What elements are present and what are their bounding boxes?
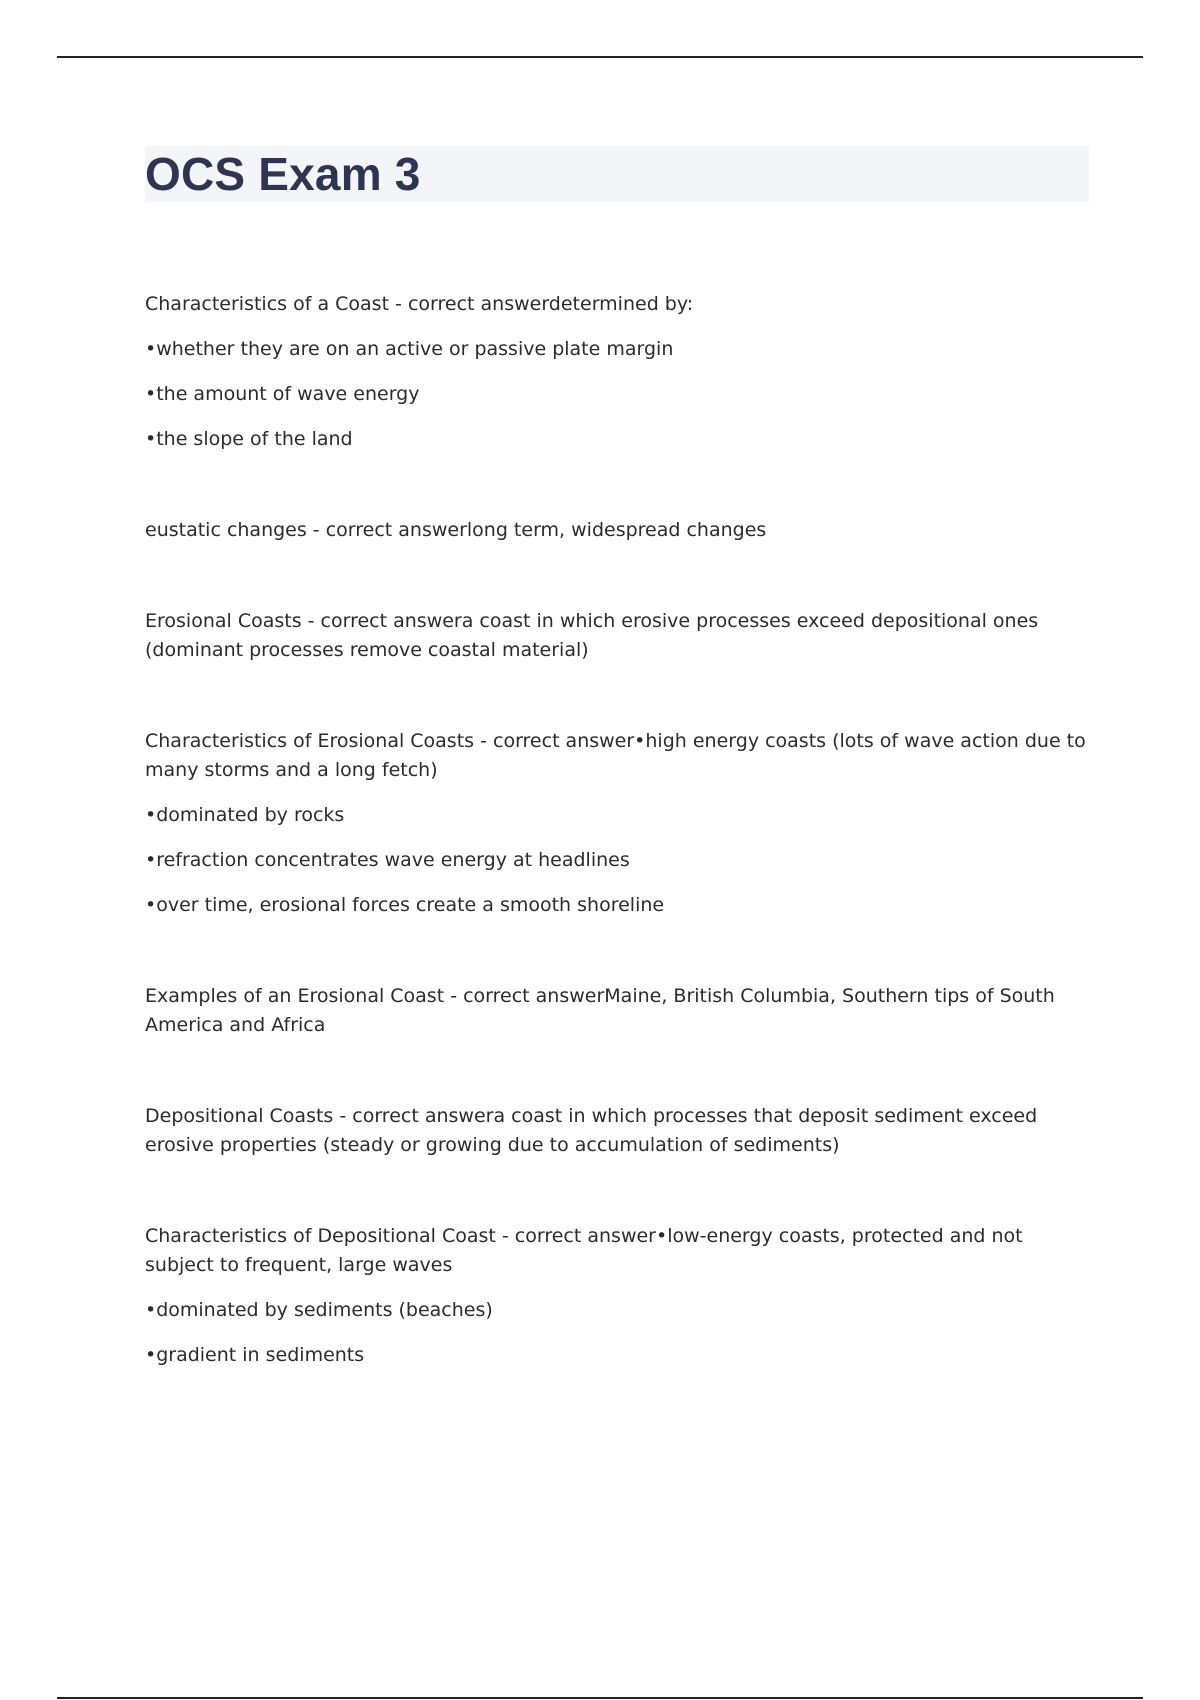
entry-line: Characteristics of Depositional Coast - correct answer•low-energy coasts, protected and not subject to frequent, large waves (145, 1225, 1023, 1276)
entry-line: •the amount of wave energy (145, 383, 420, 405)
bottom-divider (57, 1697, 1143, 1699)
entry-line: Depositional Coasts - correct answera coast in which processes that deposit sediment exceed erosive properties (steady or growing due to accumulation of sediments) (145, 1105, 1038, 1156)
entry-line: eustatic changes - correct answerlong term, widespread changes (145, 519, 767, 541)
entry-line: •dominated by rocks (145, 804, 345, 826)
entry-line: •over time, erosional forces create a smooth shoreline (145, 894, 665, 916)
entry-line: •gradient in sediments (145, 1344, 365, 1366)
flashcard-entry (145, 1102, 1090, 1160)
entry-line: •refraction concentrates wave energy at headlines (145, 849, 630, 871)
title-banner (145, 146, 1089, 202)
flashcard-entry (145, 607, 1090, 665)
entry-line: •whether they are on an active or passive plate margin (145, 338, 674, 360)
page-title: OCS Exam 3 (145, 148, 421, 200)
entry-line: Characteristics of a Coast - correct answerdetermined by: (145, 293, 694, 315)
entry-line: •the slope of the land (145, 428, 353, 450)
entry-line: Characteristics of Erosional Coasts - correct answer•high energy coasts (lots of wave action due to many storms and a long fetch) (145, 730, 1086, 781)
flashcard-list (145, 290, 1090, 1432)
flashcard-entry (145, 516, 1090, 545)
entry-line: •dominated by sediments (beaches) (145, 1299, 493, 1321)
entry-line: Erosional Coasts - correct answera coast in which erosive processes exceed depositional ones (dominant processes remove coastal material) (145, 610, 1039, 661)
top-divider (57, 56, 1143, 58)
flashcard-entry (145, 290, 1090, 454)
flashcard-entry (145, 982, 1090, 1040)
entry-line: Examples of an Erosional Coast - correct answerMaine, British Columbia, Southern tips of South America and Africa (145, 985, 1055, 1036)
flashcard-entry (145, 1222, 1090, 1370)
flashcard-entry (145, 727, 1090, 920)
